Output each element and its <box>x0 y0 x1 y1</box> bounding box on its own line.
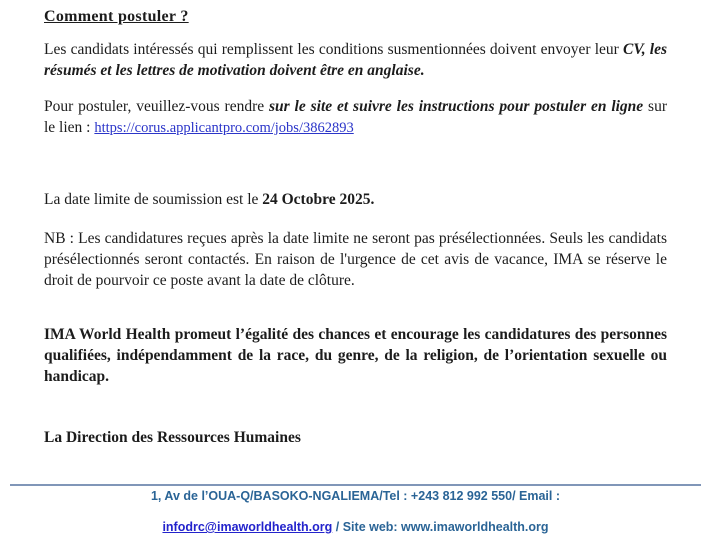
signature-line: La Direction des Ressources Humaines <box>44 429 301 446</box>
paragraph-how-to-apply-text1: Pour postuler, veuillez-vous rendre <box>44 98 270 115</box>
section-heading: Comment postuler ? <box>44 8 189 25</box>
paragraph-how-to-apply-emphasis: sur le site et suivre les instructions pour postuler en ligne <box>269 98 644 115</box>
footer-address: 1, Av de l’OUA-Q/BASOKO-NGALIEMA/Tel : +243 812 992 550/ Email : <box>150 489 561 503</box>
footer-email-link[interactable]: infodrc@imaworldhealth.org <box>162 520 333 534</box>
paragraph-candidates-emphasis: CV, les résumés et les lettres de motivation doivent être en anglaise. <box>44 41 667 79</box>
paragraph-deadline <box>44 189 667 210</box>
footer-contacts <box>0 520 711 534</box>
footer-website-text: / Site web: www.imaworldhealth.org <box>332 520 549 534</box>
paragraph-candidates <box>44 39 667 81</box>
paragraph-how-to-apply-text2: sur le lien : <box>44 98 667 136</box>
application-link[interactable]: https://corus.applicantpro.com/jobs/3862893 <box>94 120 354 136</box>
paragraph-candidates-text: Les candidats intéressés qui remplissent les conditions susmentionnées doivent envoyer leur <box>44 41 624 58</box>
deadline-date: 24 Octobre 2025. <box>262 191 375 208</box>
paragraph-equal-opportunity: IMA World Health promeut l’égalité des chances et encourage les candidatures des personnes qualifiées, indépendamment de la race, du genre, de la religion, de l’orientation sexuelle ou handicap. <box>44 326 667 385</box>
paragraph-deadline-text: La date limite de soumission est le <box>44 191 263 208</box>
paragraph-nb: NB : Les candidatures reçues après la date limite ne seront pas présélectionnées. Seuls les candidats présélectionnés seront contactés. En raison de l'urgence de cet avis de vacance, IMA se réserve le droit de pourvoir ce poste avant la date de clôture. <box>44 230 667 289</box>
footer-divider <box>10 484 701 486</box>
paragraph-how-to-apply <box>44 96 667 139</box>
